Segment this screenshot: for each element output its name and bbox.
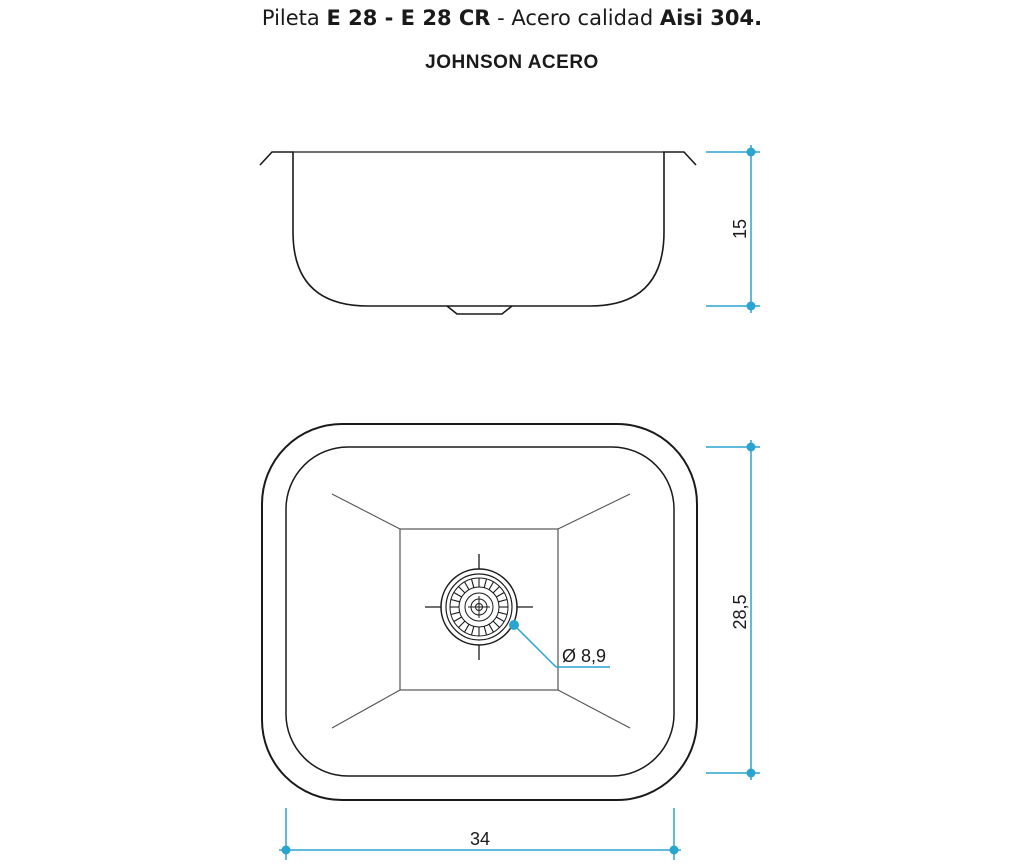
drain [425, 554, 533, 660]
brand-name: JOHNSON ACERO [425, 52, 599, 73]
title-part-3: - Acero calidad [490, 6, 660, 30]
side-view-right-rim [664, 152, 696, 165]
side-view-basin [293, 158, 664, 306]
drain-diameter-label: Ø 8,9 [562, 646, 607, 666]
title-part-1: Pileta [261, 6, 327, 30]
title-part-4: Aisi 304. [659, 6, 763, 30]
title-part-2: E 28 - E 28 CR [326, 6, 491, 30]
side-view [260, 152, 696, 314]
side-view-left-rim [260, 152, 293, 165]
width-dimension-label: 34 [469, 829, 491, 849]
length-dimension-label: 28,5 [730, 594, 750, 630]
depth-dimension-label: 15 [730, 218, 750, 240]
top-view [262, 424, 697, 800]
side-view-drain-outlet [447, 306, 512, 314]
